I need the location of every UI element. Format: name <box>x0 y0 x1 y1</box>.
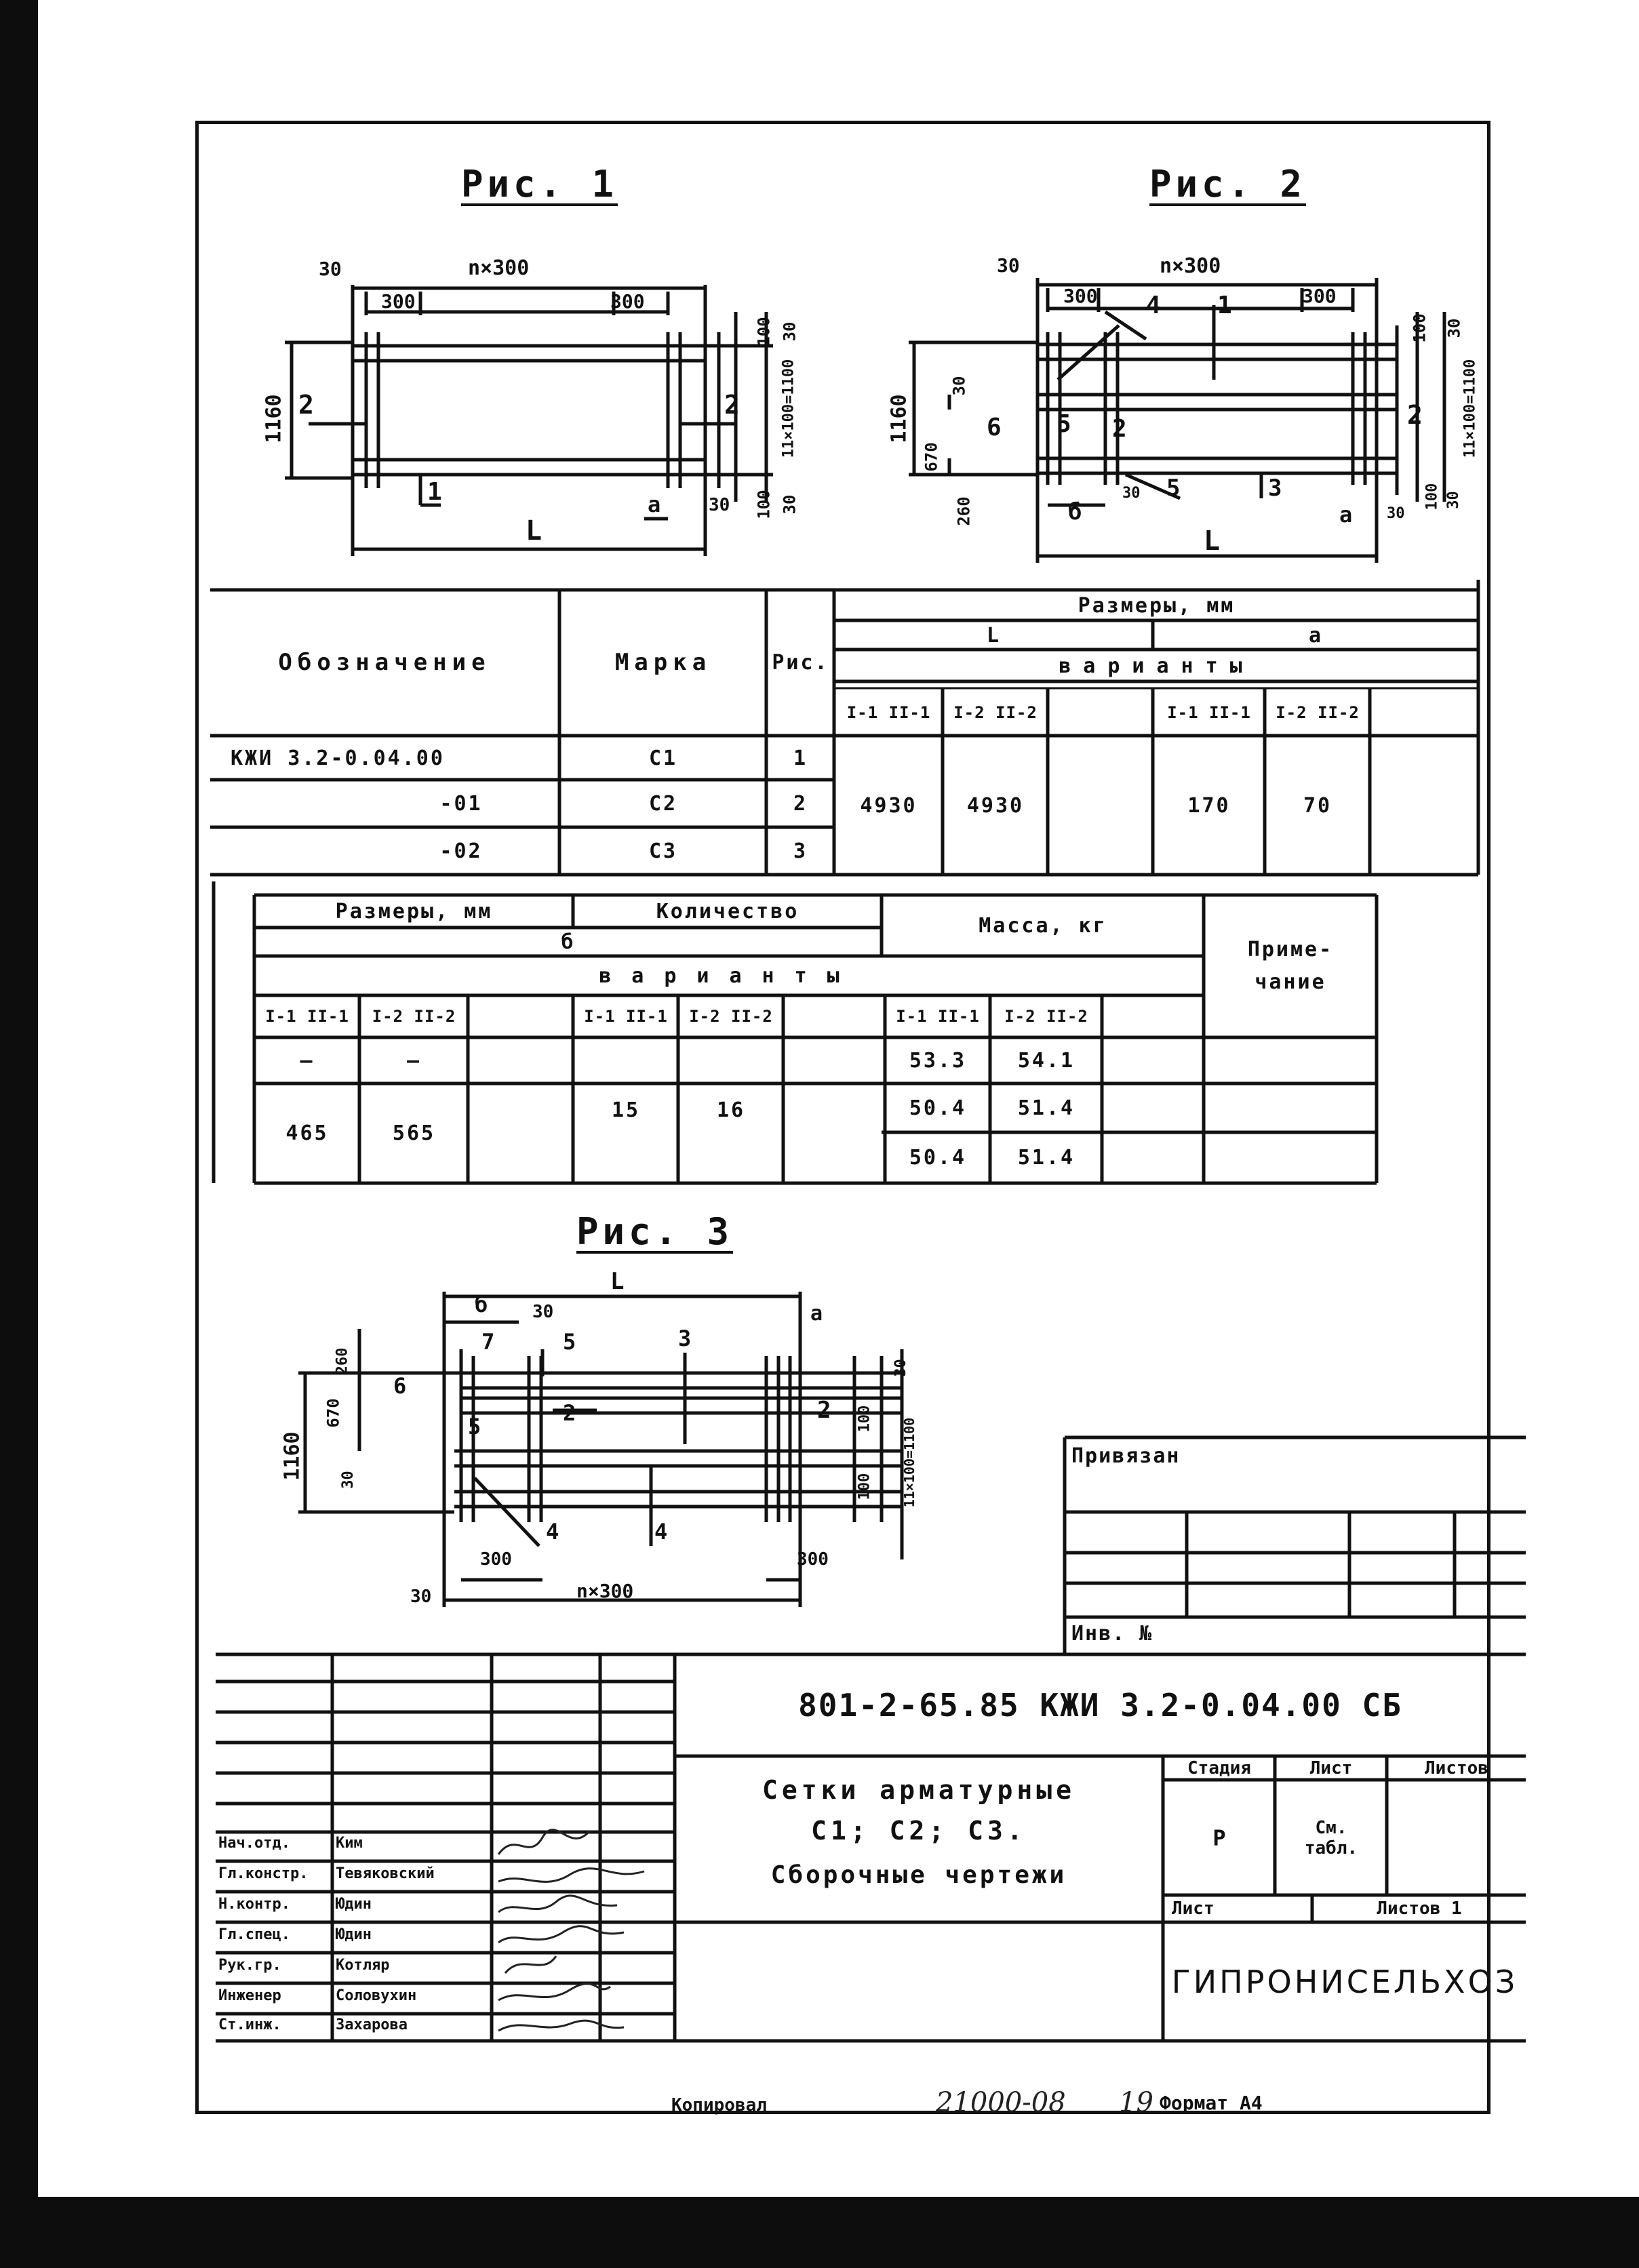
handwritten-19: 19 <box>1119 2087 1153 2118</box>
fig1-dim-top: n×300 <box>468 256 530 280</box>
t1-a-v2: 70 <box>1303 793 1332 818</box>
t2-h-mass: Масса, кг <box>979 913 1107 938</box>
role-5: Рук.гр. <box>218 1957 281 1974</box>
fig1-label-L: L <box>526 515 542 546</box>
t2-mass-r3-v2: 51.4 <box>1017 1146 1075 1170</box>
sheet-header: Лист <box>1309 1758 1353 1778</box>
fig2-dim-30-b: 30 <box>1387 505 1405 522</box>
fig3-dim-100-b: 100 <box>856 1473 873 1500</box>
t1-row2-designation: -01 <box>439 791 483 816</box>
fig1-title: Рис. 1 <box>461 163 618 205</box>
fig2-label-5a: 5 <box>1057 410 1071 438</box>
fig1-dim-300-left: 300 <box>381 290 416 313</box>
role-3: Н.контр. <box>218 1896 290 1913</box>
fig1-dim-30: 30 <box>319 258 342 280</box>
fig1-dim-30-top: 30 <box>780 321 799 342</box>
fig2-label-5b: 5 <box>1166 475 1181 502</box>
fig3-label-5a: 5 <box>563 1329 576 1355</box>
t1-row2-mark: С2 <box>648 791 678 816</box>
fig3-label-4b: 4 <box>654 1519 668 1545</box>
organization-name: ГИПРОНИСЕЛЬХОЗ <box>1171 1963 1518 2000</box>
fig2-label-6: 6 <box>987 414 1002 441</box>
name-5: Котляр <box>336 1957 390 1974</box>
t2-sub-8: I-2 II-2 <box>1004 1007 1088 1026</box>
fig2-dim-30-bb: 30 <box>1444 491 1462 509</box>
fig2-dim-300-right: 300 <box>1302 285 1337 307</box>
t1-h-designation: Обозначение <box>278 649 491 676</box>
t2-sub-2: I-2 II-2 <box>372 1007 456 1026</box>
fig2-dim-1160: 1160 <box>887 394 911 443</box>
role-1: Нач.отд. <box>218 1835 290 1852</box>
doc-code: 801-2-65.85 КЖИ 3.2-0.04.00 СБ <box>798 1687 1402 1724</box>
fig2-dim-670: 670 <box>922 442 941 472</box>
fig1-label-1: 1 <box>427 478 442 506</box>
t2-n-v1: 15 <box>611 1098 641 1122</box>
t2-b-v1: 465 <box>285 1121 329 1145</box>
t1-sub-2: I-2 II-2 <box>953 702 1038 722</box>
fig2-dim-30-l: 30 <box>949 376 969 396</box>
t1-row3-fig: 3 <box>793 839 808 863</box>
t2-mass-r1-v2: 54.1 <box>1017 1048 1075 1073</box>
fig3-label-b: б <box>475 1292 488 1317</box>
fig3-dim-260: 260 <box>334 1347 351 1375</box>
fig3-dim-300-r: 300 <box>797 1549 829 1570</box>
fig1-dim-100-bot: 100 <box>754 490 774 519</box>
fig3-dim-1160: 1160 <box>280 1431 304 1481</box>
fig3-dim-30-b: 30 <box>410 1587 432 1607</box>
format-label: Формат А4 <box>1160 2092 1263 2114</box>
t1-h-variants: варианты <box>1059 654 1255 678</box>
t1-a-v1: 170 <box>1187 793 1231 818</box>
fig2-dim-30: 30 <box>997 254 1020 277</box>
t2-b-row1-v1: — <box>300 1048 315 1073</box>
t2-sub-4: I-1 II-1 <box>584 1007 668 1026</box>
fig3-dim-11x100: 11×100=1100 <box>901 1417 918 1508</box>
t2-mass-r2-v1: 50.4 <box>909 1096 967 1120</box>
fig1-dim-100-top: 100 <box>754 317 774 346</box>
fig3-label-5b: 5 <box>468 1414 481 1439</box>
t2-sub-1: I-1 II-1 <box>265 1007 349 1026</box>
fig3-dim-30: 30 <box>532 1302 554 1322</box>
fig1-label-a: a <box>648 492 661 517</box>
t2-h-b: б <box>561 930 576 954</box>
fig3-dim-30-r: 30 <box>892 1359 909 1377</box>
handwritten-code: 21000-08 <box>936 2087 1066 2118</box>
name-6: Соловухин <box>336 1987 417 2004</box>
sheets-header: Листов <box>1425 1758 1488 1778</box>
name-1: Ким <box>336 1835 363 1852</box>
name-4: Юдин <box>336 1926 372 1943</box>
sheet-footer-label: Лист <box>1172 1898 1215 1919</box>
fig2-dim-100-b: 100 <box>1423 483 1441 511</box>
inventory-number-label: Инв. № <box>1071 1622 1153 1646</box>
t2-h-note: Приме- чание <box>1247 938 1334 994</box>
t1-sub-4: I-1 II-1 <box>1167 702 1251 722</box>
fig1-dim-11x100: 11×100=1100 <box>780 359 797 458</box>
doc-name-line2: С1; С2; С3. <box>811 1816 1027 1846</box>
fig2-dim-30-r: 30 <box>1444 318 1464 338</box>
t1-row2-fig: 2 <box>793 791 808 816</box>
role-6: Инженер <box>218 1987 281 2004</box>
fig2-dim-30-m: 30 <box>1122 485 1141 502</box>
t1-row1-fig: 1 <box>793 746 808 770</box>
stage-value: Р <box>1212 1825 1226 1851</box>
doc-name-line1: Сетки арматурные <box>762 1775 1076 1805</box>
stage-header: Стадия <box>1187 1758 1251 1778</box>
fig3-label-6: 6 <box>393 1373 407 1399</box>
fig2-label-3: 3 <box>1268 475 1282 502</box>
fig3-title: Рис. 3 <box>576 1210 734 1253</box>
sheet-value: См. табл. <box>1304 1817 1358 1858</box>
fig2-dim-260: 260 <box>954 496 974 526</box>
fig2-label-L: L <box>1204 525 1221 557</box>
fig2-label-a: a <box>1339 502 1353 528</box>
t2-mass-r1-v1: 53.3 <box>909 1048 967 1073</box>
fig1-dim-300-right: 300 <box>610 290 645 313</box>
fig2-title: Рис. 2 <box>1149 163 1307 205</box>
t2-h-sizes: Размеры, мм <box>335 899 493 923</box>
t1-sub-1: I-1 II-1 <box>846 702 931 722</box>
binding-label: Привязан <box>1071 1444 1181 1468</box>
sheets-footer-label: Листов 1 <box>1377 1898 1462 1919</box>
t1-row3-mark: С3 <box>648 839 678 863</box>
fig3-dim-30-l: 30 <box>339 1471 357 1489</box>
t1-sub-5: I-2 II-2 <box>1276 702 1360 722</box>
fig3-label-4a: 4 <box>546 1519 559 1545</box>
fig2-label-4: 4 <box>1146 292 1161 319</box>
fig2-label-2a: 2 <box>1112 415 1127 443</box>
fig2-label-b: б <box>1068 498 1082 525</box>
t2-h-variants: варианты <box>599 963 860 988</box>
fig2-label-2b: 2 <box>1407 400 1423 430</box>
t2-n-v2: 16 <box>716 1098 746 1122</box>
t1-h-L: L <box>986 623 1002 648</box>
fig3-dim-bottom: n×300 <box>576 1580 634 1602</box>
fig2-dim-11x100: 11×100=1100 <box>1461 359 1479 458</box>
copied-label: Копировал <box>671 2095 767 2115</box>
t1-L-v1: 4930 <box>860 793 917 818</box>
fig2-label-1: 1 <box>1217 292 1232 319</box>
fig2-dim-300-left: 300 <box>1063 285 1098 307</box>
role-4: Гл.спец. <box>218 1926 290 1943</box>
t1-h-mark: Марка <box>614 649 712 676</box>
t1-h-a: a <box>1308 623 1324 648</box>
name-7: Захарова <box>336 2016 408 2033</box>
t2-mass-r3-v1: 50.4 <box>909 1146 967 1170</box>
t2-sub-5: I-2 II-2 <box>689 1007 773 1026</box>
t2-h-qty: Количество <box>656 899 799 923</box>
t1-row3-designation: -02 <box>439 839 483 863</box>
fig1-dim-30-bot: 30 <box>780 494 799 515</box>
fig1-label-2-left: 2 <box>298 390 314 420</box>
t2-mass-r2-v2: 51.4 <box>1017 1096 1075 1120</box>
fig3-label-3: 3 <box>678 1326 692 1351</box>
fig3-dim-100: 100 <box>856 1405 873 1433</box>
t1-row1-mark: С1 <box>648 746 678 770</box>
fig2-dim-top: n×300 <box>1160 254 1221 278</box>
t1-row1-designation: КЖИ 3.2-0.04.00 <box>231 746 445 770</box>
fig3-label-2b: 2 <box>817 1397 831 1424</box>
t1-h-fig: Рис. <box>772 650 829 675</box>
fig1-label-2-right: 2 <box>724 390 740 420</box>
t2-sub-7: I-1 II-1 <box>896 1007 980 1026</box>
fig3-dim-300-l: 300 <box>480 1549 512 1570</box>
fig3-dim-670: 670 <box>323 1398 343 1428</box>
fig3-label-7: 7 <box>481 1329 495 1355</box>
role-7: Ст.инж. <box>218 2016 281 2033</box>
name-2: Тевяковский <box>336 1865 435 1882</box>
fig3-label-L: L <box>610 1268 625 1295</box>
t1-L-v2: 4930 <box>966 793 1025 818</box>
role-2: Гл.констр. <box>218 1865 309 1882</box>
t2-b-row1-v2: — <box>406 1048 422 1073</box>
fig3-label-2a: 2 <box>563 1400 576 1426</box>
doc-name-line3: Сборочные чертежи <box>770 1861 1067 1889</box>
fig1-dim-30-b: 30 <box>709 495 730 515</box>
name-3: Юдин <box>336 1896 372 1913</box>
fig3-label-a: a <box>810 1302 823 1326</box>
t2-b-v2: 565 <box>392 1121 436 1145</box>
fig1-dim-1160: 1160 <box>262 394 286 443</box>
fig2-dim-100: 100 <box>1410 313 1429 343</box>
t1-h-sizes: Размеры, мм <box>1078 593 1236 618</box>
